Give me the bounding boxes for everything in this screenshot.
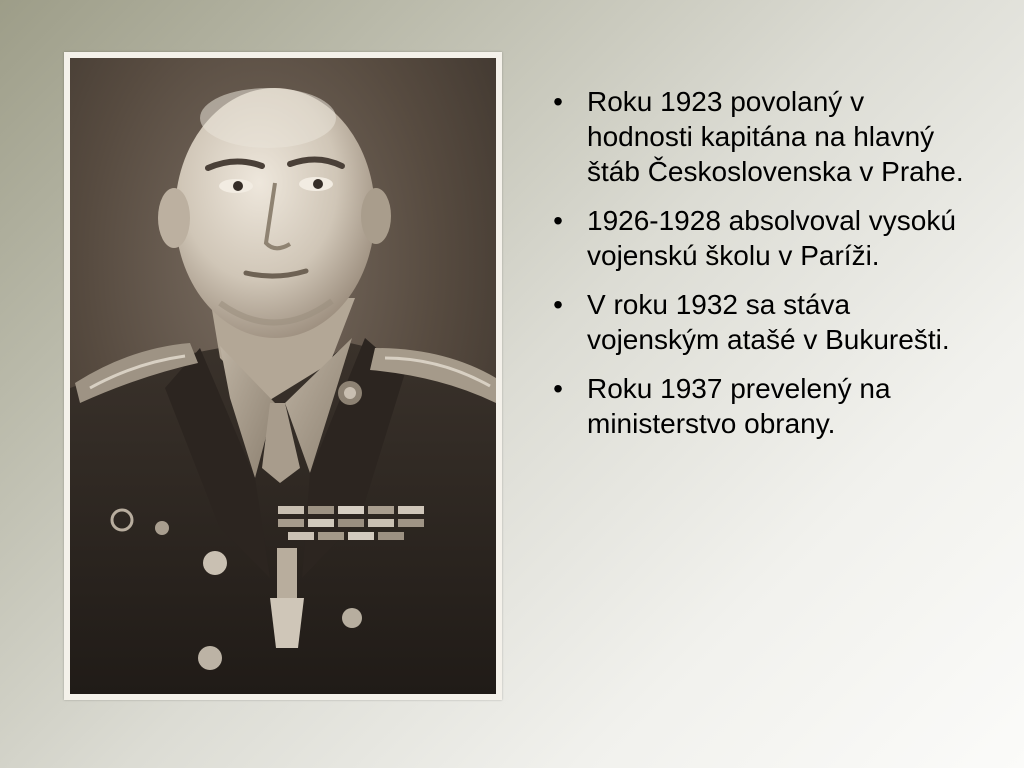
bullet-item: [548, 287, 968, 357]
portrait-photo: [70, 58, 496, 694]
bullet-text: Roku 1937 prevelený na ministerstvo obrany.: [587, 373, 891, 439]
bullet-text: Roku 1923 povolaný v hodnosti kapitána na hlavný štáb Československa v Prahe.: [587, 86, 964, 187]
bullet-text: V roku 1932 sa stáva vojenským atašé v Bukurešti.: [587, 289, 950, 355]
bullet-list: [548, 84, 968, 455]
bullet-item: [548, 203, 968, 273]
bullet-dot: •: [553, 289, 563, 320]
bullet-text: 1926-1928 absolvoval vysokú vojenskú školu v Paríži.: [587, 205, 956, 271]
bullet-item: [548, 371, 968, 441]
portrait-icon: [70, 58, 496, 694]
bullet-dot: •: [553, 373, 563, 404]
bullet-dot: •: [553, 86, 563, 117]
portrait-photo-frame: [64, 52, 502, 700]
bullet-item: [548, 84, 968, 189]
bullet-dot: •: [553, 205, 563, 236]
